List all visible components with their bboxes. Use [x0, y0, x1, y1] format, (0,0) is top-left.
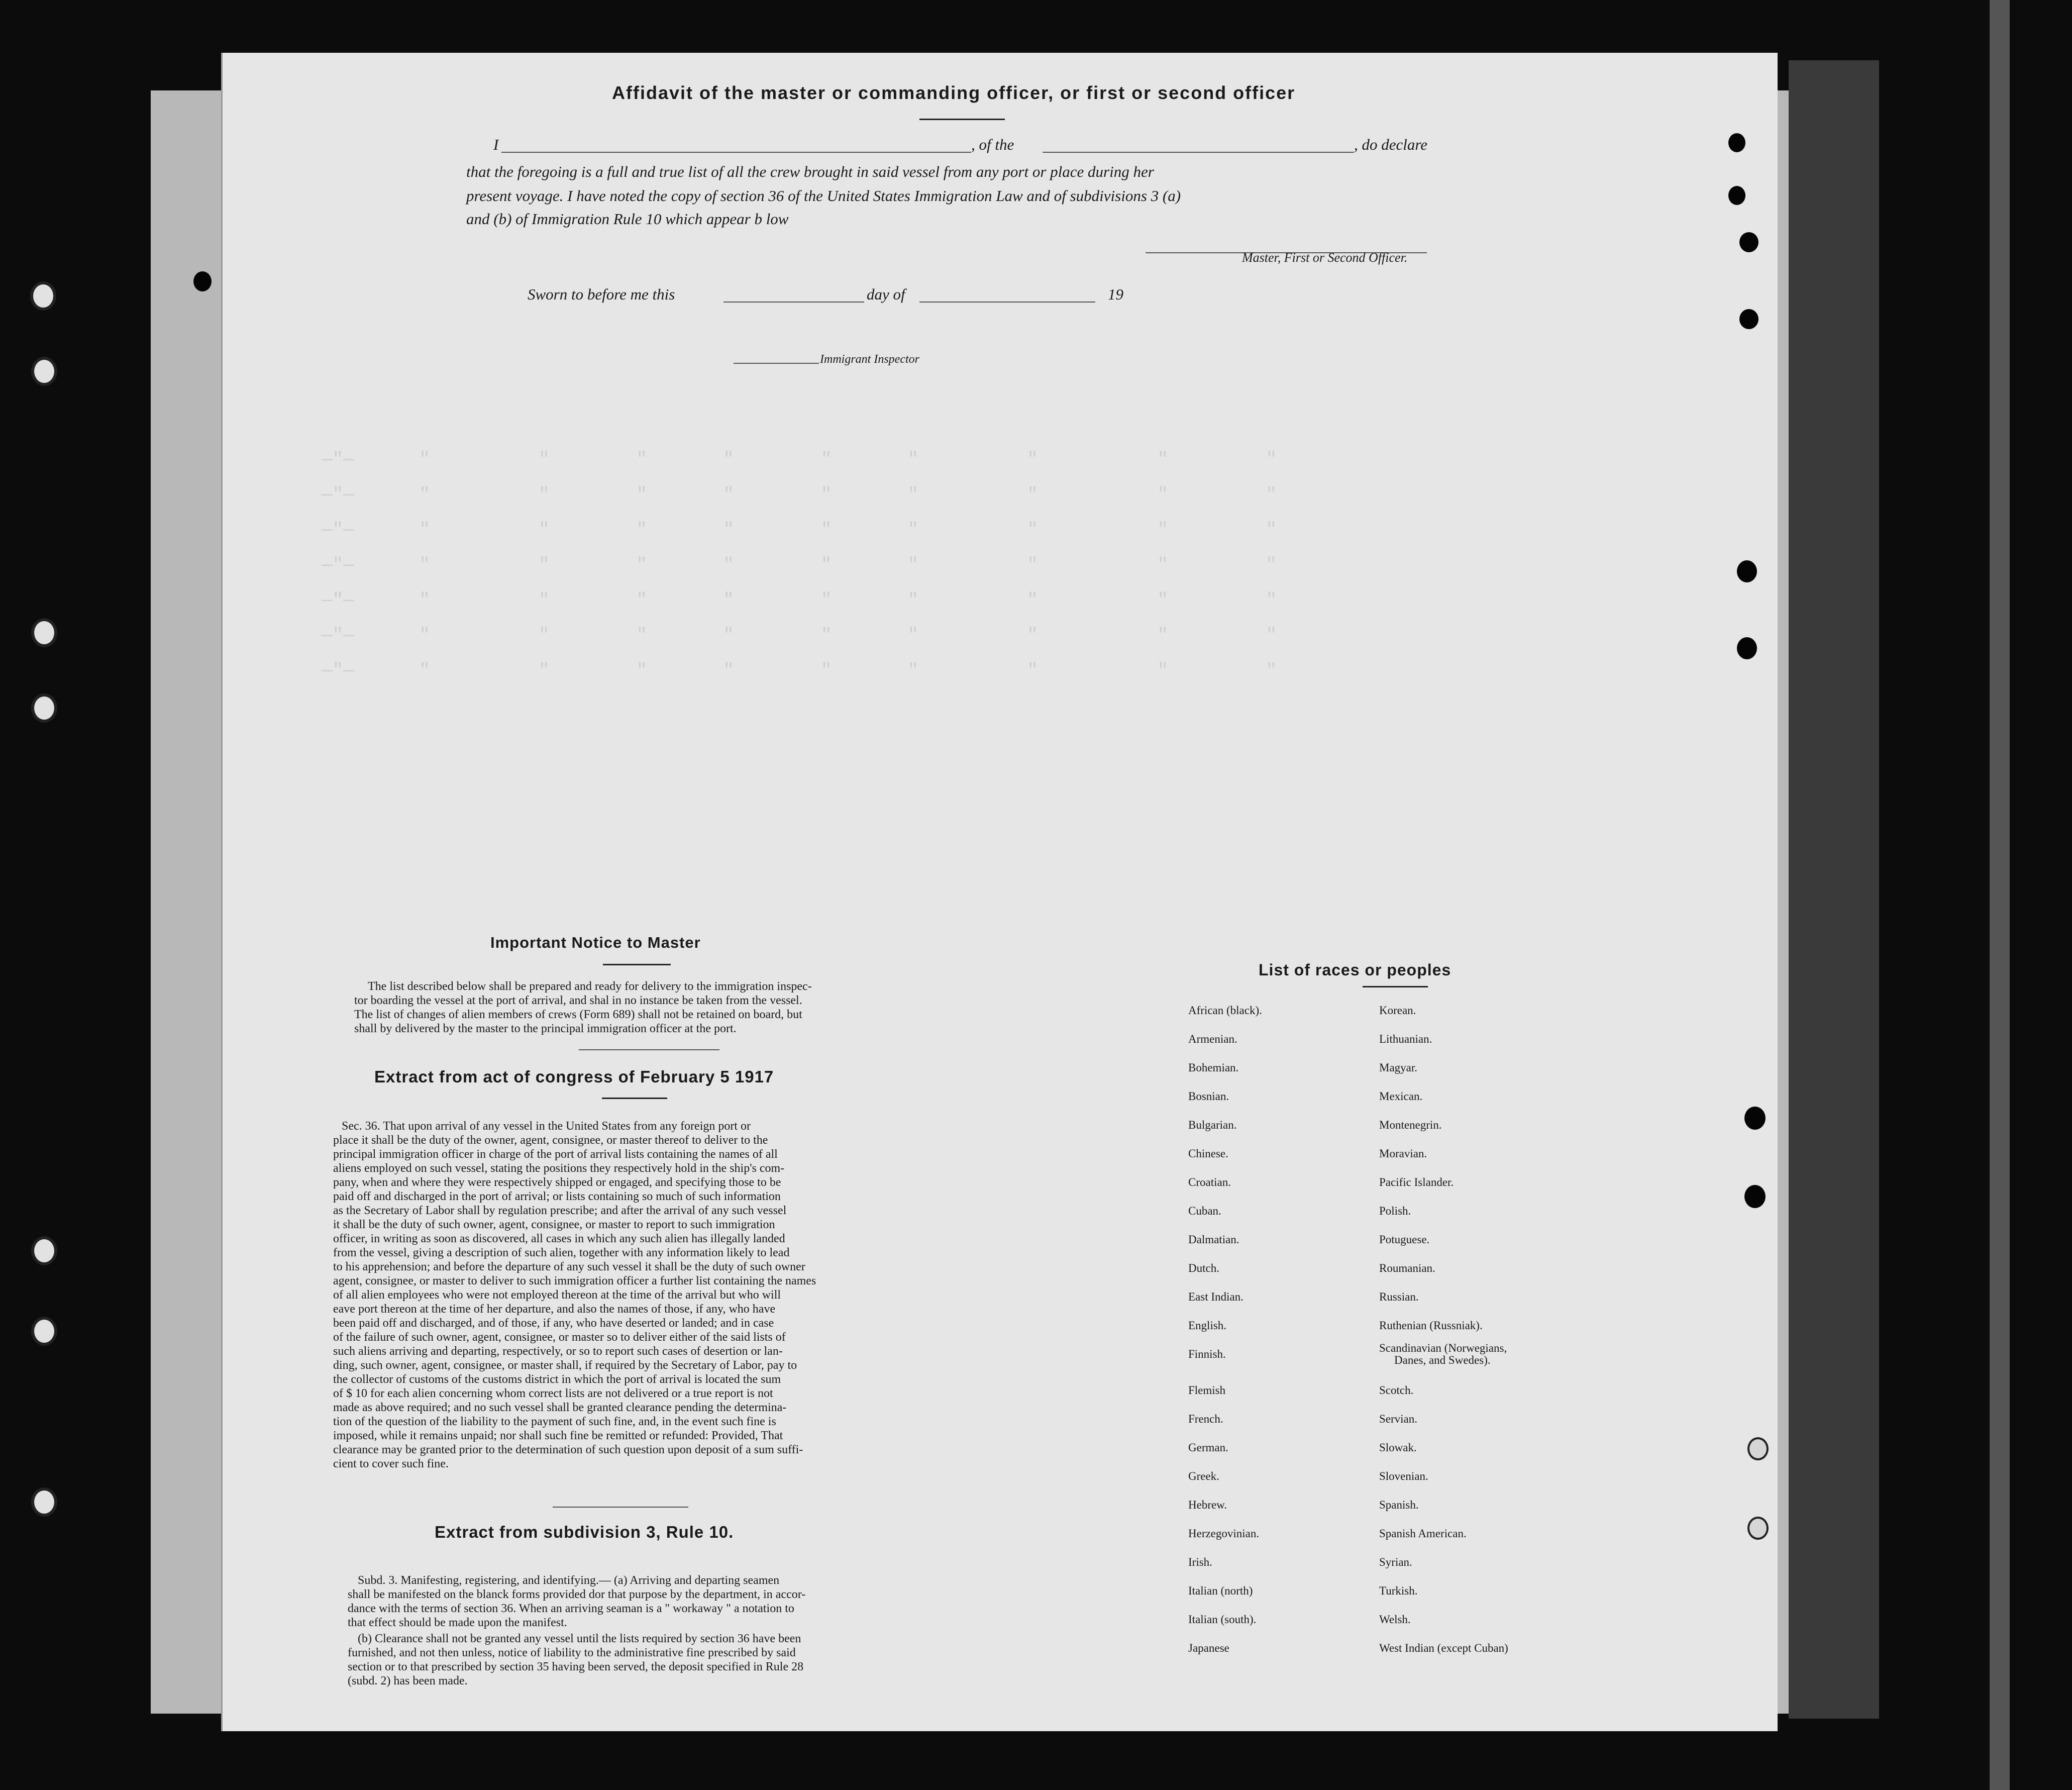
race-item: Hebrew.	[1188, 1499, 1227, 1511]
notice-line: The list described below shall be prepared and ready for delivery to the immigration inspec-	[368, 980, 812, 993]
binder-edge	[1789, 60, 1879, 1719]
act-line: it shall be the duty of such owner, agent, consignee, or master to report to such immigration	[333, 1218, 775, 1231]
sworn-day-line	[723, 302, 864, 303]
race-item: East Indian.	[1188, 1290, 1244, 1303]
race-item: Finnish.	[1188, 1348, 1226, 1360]
race-item: Russian.	[1379, 1290, 1419, 1303]
race-item: Chinese.	[1188, 1147, 1228, 1160]
race-item: Moravian.	[1379, 1147, 1427, 1160]
race-item: Montenegrin.	[1379, 1119, 1442, 1131]
binder-strip	[1990, 0, 2010, 1790]
race-item: French.	[1188, 1413, 1223, 1425]
affidavit-heading-rule	[919, 119, 1005, 120]
punch-hole	[1744, 1185, 1766, 1208]
race-item: Welsh.	[1379, 1613, 1411, 1626]
left-binder-hole	[31, 693, 57, 723]
race-item: Scotch.	[1379, 1384, 1414, 1397]
act-line: of $ 10 for each alien concerning whom correct lists are not delivered or a true report is not	[333, 1387, 773, 1400]
left-punch-hole	[193, 271, 212, 291]
race-item: Mexican.	[1379, 1090, 1423, 1103]
race-item: Roumanian.	[1379, 1262, 1435, 1274]
race-item: Irish.	[1188, 1556, 1212, 1568]
race-item: Bohemian.	[1188, 1061, 1239, 1074]
race-item: Bulgarian.	[1188, 1119, 1237, 1131]
vessel-name-line	[1043, 152, 1354, 153]
notice-heading-rule	[603, 964, 671, 965]
race-item: Ruthenian (Russniak).	[1379, 1319, 1483, 1332]
act-heading: Extract from act of congress of February 5 1917	[374, 1067, 774, 1086]
race-item: Spanish American.	[1379, 1527, 1467, 1540]
reinforced-hole	[1747, 1437, 1769, 1460]
race-item: Slowak.	[1379, 1441, 1417, 1454]
affidavit-heading: Affidavit of the master or commanding officer, or first or second officer	[612, 82, 1296, 103]
affidavit-line1-prefix: I	[493, 136, 499, 153]
act-line: ding, such owner, agent, consignee, or master shall, if required by the Secretary of Labor, pay to	[333, 1359, 797, 1372]
race-item: Polish.	[1379, 1205, 1411, 1217]
inspector-signature-line	[734, 363, 819, 364]
race-item: Croatian.	[1188, 1176, 1231, 1188]
punch-hole	[1739, 232, 1758, 252]
notice-line: The list of changes of alien members of crews (Form 689) shall not be retained on board, but	[354, 1008, 802, 1021]
punch-hole	[1728, 133, 1745, 152]
race-item: English.	[1188, 1319, 1227, 1332]
declarant-name-line	[501, 152, 971, 153]
notice-end-rule	[579, 1049, 719, 1050]
left-binder-hole	[31, 1487, 57, 1517]
act-line: officer, in writing as soon as discovered, all cases in which any such alien has illegally landed	[333, 1232, 785, 1245]
act-line: Sec. 36. That upon arrival of any vessel in the United States from any foreign port or	[342, 1120, 751, 1133]
race-item: Magyar.	[1379, 1061, 1418, 1074]
act-line: principal immigration officer in charge of the port of arrival lists containing the names of all	[333, 1148, 778, 1161]
punch-hole	[1737, 637, 1757, 659]
race-item: Italian (south).	[1188, 1613, 1257, 1626]
rule-line: dance with the terms of section 36. When an arriving seaman is a " workaway " a notation to	[348, 1602, 794, 1615]
act-line: imposed, while it remains unpaid; nor shall such fine be remitted or refunded: Provided, That	[333, 1429, 783, 1442]
race-item: Italian (north)	[1188, 1584, 1253, 1597]
race-item: Armenian.	[1188, 1033, 1237, 1045]
manifest-page	[221, 53, 1778, 1731]
rule-line: shall be manifested on the blanck forms provided dor that purpose by the department, in accor-	[348, 1588, 806, 1601]
left-binder-hole	[31, 618, 57, 647]
act-heading-rule	[602, 1098, 667, 1099]
rule-line: Subd. 3. Manifesting, registering, and identifying.— (a) Arriving and departing seamen	[358, 1574, 780, 1587]
race-item: Dutch.	[1188, 1262, 1219, 1274]
race-item: Scandinavian (Norwegians,	[1379, 1342, 1507, 1354]
act-line: made as above required; and no such vessel shall be granted clearance pending the determina-	[333, 1401, 787, 1414]
race-item-continuation: Danes, and Swedes).	[1394, 1354, 1491, 1366]
race-item: African (black).	[1188, 1004, 1262, 1017]
race-item: Herzegovinian.	[1188, 1527, 1260, 1540]
notice-heading: Important Notice to Master	[490, 934, 701, 951]
act-line: paid off and discharged in the port of arrival; or lists containing so much of such information	[333, 1190, 781, 1203]
sworn-month-line	[919, 302, 1095, 303]
notice-line: shall by delivered by the master to the principal immigration officer at the port.	[354, 1022, 737, 1035]
sworn-prefix: Sworn to before me this	[528, 285, 675, 303]
race-item: West Indian (except Cuban)	[1379, 1642, 1508, 1654]
act-line: been paid off and discharged, and of those, if any, who have deserted or landed; and in case	[333, 1317, 774, 1330]
bleed-through-text: —"— " " " " " " " " " —"— " " " " " " " " " —"— " " " " " " " " " —"— " " " " " " " " " —"— " " " " " " " " " —"— " " " " " " " " " —"— " " " " " " " " "	[322, 449, 1277, 681]
race-item: Potuguese.	[1379, 1233, 1430, 1246]
race-item: Spanish.	[1379, 1499, 1419, 1511]
sworn-mid: day of	[867, 285, 905, 303]
act-line: cient to cover such fine.	[333, 1457, 449, 1470]
race-item: Flemish	[1188, 1384, 1226, 1397]
race-item: Slovenian.	[1379, 1470, 1428, 1482]
rule-line: that effect should be made upon the manifest.	[348, 1616, 567, 1629]
act-line: the collector of customs of the customs district in which the port of arrival is located the sum	[333, 1373, 781, 1386]
race-item: Korean.	[1379, 1004, 1416, 1017]
races-heading-rule	[1363, 986, 1428, 987]
act-line: pany, when and where they were respectively shipped or engaged, and specifying those to be	[333, 1176, 781, 1189]
race-item: Bosnian.	[1188, 1090, 1229, 1103]
act-line: of all alien employees who were not employed thereon at the time of the arrival but who will	[333, 1288, 781, 1302]
act-line: to his apprehension; and before the departure of any such vessel it shall be the duty of such owner	[333, 1260, 805, 1273]
affidavit-line2: that the foregoing is a full and true list of all the crew brought in said vessel from any port or place during her	[466, 163, 1154, 180]
reinforced-hole	[1747, 1517, 1769, 1540]
punch-hole	[1744, 1107, 1766, 1130]
rule-line: section or to that prescribed by section 35 having been served, the deposit specified in Rule 28	[348, 1660, 804, 1673]
left-binder-hole	[31, 1236, 57, 1265]
affidavit-line1-mid: , of the	[971, 136, 1014, 153]
rule-line: (b) Clearance shall not be granted any vessel until the lists required by section 36 have been	[358, 1632, 801, 1645]
race-item: Syrian.	[1379, 1556, 1412, 1568]
rule-line: furnished, and not then unless, notice of liability to the administrative fine prescribed by said	[348, 1646, 796, 1659]
signature-label: Master, First or Second Officer.	[1242, 250, 1408, 265]
punch-hole	[1739, 309, 1758, 329]
race-item: Dalmatian.	[1188, 1233, 1239, 1246]
affidavit-line3: present voyage. I have noted the copy of section 36 of the United States Immigration Law and of subdivisions 3 (a)	[466, 187, 1181, 205]
left-binder-hole	[31, 357, 57, 386]
races-heading: List of races or peoples	[1259, 961, 1452, 979]
left-binder-hole	[30, 281, 56, 311]
inspector-label: Immigrant Inspector	[820, 353, 919, 366]
sworn-year: 19	[1108, 285, 1123, 303]
race-item: Lithuanian.	[1379, 1033, 1432, 1045]
act-line: place it shall be the duty of the owner, agent, consignee, or master thereof to deliver to the	[333, 1134, 768, 1147]
race-item: Turkish.	[1379, 1584, 1418, 1597]
race-item: Servian.	[1379, 1413, 1418, 1425]
act-line: agent, consignee, or master to deliver to such immigration officer a further list containing the names	[333, 1274, 816, 1287]
affidavit-line4: and (b) of Immigration Rule 10 which appear b low	[466, 210, 789, 228]
act-line: as the Secretary of Labor shall by regulation prescribe; and after the arrival of any such vessel	[333, 1204, 787, 1217]
act-line: tion of the question of the liability to the payment of such fine, and, in the event such fine is	[333, 1415, 776, 1428]
punch-hole	[1728, 186, 1745, 205]
race-item: Japanese	[1188, 1642, 1229, 1654]
act-line: clearance may be granted prior to the determination of such question upon deposit of a sum suffi-	[333, 1443, 803, 1456]
race-item: Greek.	[1188, 1470, 1219, 1482]
punch-hole	[1737, 560, 1757, 582]
left-binder-hole	[31, 1317, 57, 1346]
act-end-rule	[553, 1507, 688, 1508]
rule-heading: Extract from subdivision 3, Rule 10.	[435, 1523, 734, 1541]
race-item: Cuban.	[1188, 1205, 1221, 1217]
notice-line: tor boarding the vessel at the port of arrival, and shal in no instance be taken from the vessel.	[354, 994, 802, 1007]
act-line: of the failure of such owner, agent, consignee, or master so to deliver either of the said lists of	[333, 1331, 786, 1344]
rule-line: (subd. 2) has been made.	[348, 1674, 468, 1687]
race-item: German.	[1188, 1441, 1228, 1454]
act-line: aliens employed on such vessel, stating the positions they respectively hold in the ship's com-	[333, 1162, 785, 1175]
act-line: eave port thereon at the time of her departure, and also the names of those, if any, who have	[333, 1303, 776, 1316]
race-item: Pacific Islander.	[1379, 1176, 1454, 1188]
affidavit-line1-end: , do declare	[1354, 136, 1428, 153]
act-line: such aliens arriving and departing, respectively, or so to report such cases of desertion or lan-	[333, 1345, 783, 1358]
act-line: from the vessel, giving a description of such alien, together with any information likely to lead	[333, 1246, 790, 1259]
